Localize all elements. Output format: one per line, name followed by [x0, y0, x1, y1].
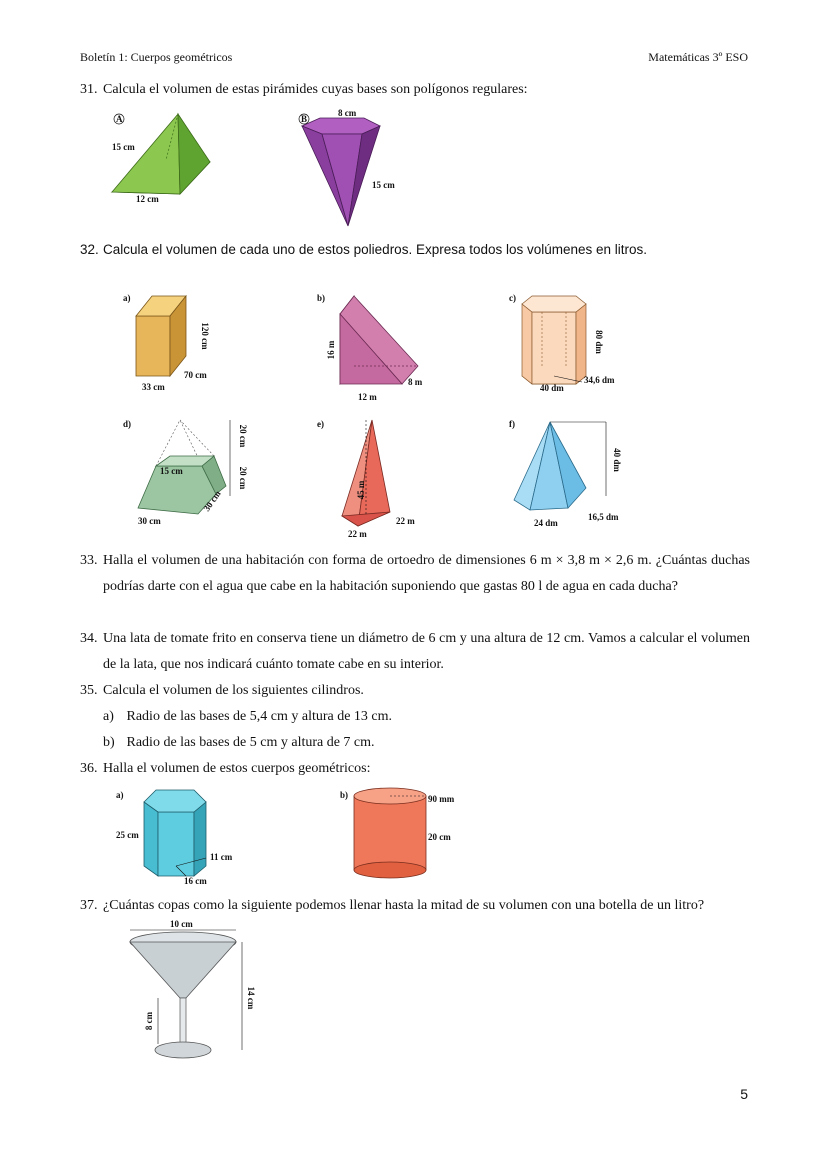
pyramid-b-edge: 15 cm — [372, 180, 395, 190]
fig-d-base: 30 cm — [138, 516, 161, 526]
glass-stem-height: 8 cm — [144, 1011, 154, 1031]
glass-top: 10 cm — [170, 919, 193, 929]
question-number: 35. — [80, 683, 98, 698]
fig-f-height: 40 dm — [612, 448, 622, 472]
item-text: Radio de las bases de 5 cm y altura de 7 cm. — [126, 735, 375, 750]
question-35 — [80, 678, 750, 704]
fig-b-width: 12 m — [358, 392, 377, 402]
fig-f-label: f) — [509, 419, 515, 429]
fig-e-label: e) — [317, 419, 324, 429]
question-text: Una lata de tomate frito en conserva tiene un diámetro de 6 cm y una altura de 12 cm. Vamos a calcular el volumen de la lata, que nos indicará cuánto tomate cabe en su interior. — [103, 631, 750, 672]
question-text: Calcula el volumen de los siguientes cilindros. — [103, 683, 364, 698]
fig-b-depth: 8 m — [408, 377, 423, 387]
question-number: 32. — [80, 242, 99, 257]
fig-36b-height: 20 cm — [428, 832, 451, 842]
item-letter: b) — [103, 735, 115, 750]
fig-a-width: 33 cm — [142, 382, 165, 392]
fig-c-height: 80 dm — [594, 330, 604, 354]
question-number: 37. — [80, 898, 98, 913]
question-35-item-a — [103, 704, 392, 730]
fig-36a-side: 11 cm — [210, 852, 233, 862]
fig-a-label: a) — [123, 293, 131, 303]
fig-36a-apothem: 16 cm — [184, 876, 207, 886]
question-text: Calcula el volumen de estas pirámides cuyas bases son polígonos regulares: — [103, 82, 528, 97]
question-text: Halla el volumen de una habitación con forma de ortoedro de dimensiones 6 m × 3,8 m × 2,6 m. ¿Cuántas duchas podrías darte con el agua que cabe en la habitación suponiendo que gastas 80 l de agua en cada ducha? — [103, 553, 750, 594]
question-number: 34. — [80, 631, 98, 646]
prism-36a-figure — [110, 784, 250, 888]
fig-d-side: 30 cm — [201, 488, 223, 514]
question-text: Calcula el volumen de cada uno de estos poliedros. Expresa todos los volúmenes en litros. — [103, 242, 648, 257]
fig-36b-radius: 90 mm — [428, 794, 455, 804]
fig-b-label: b) — [317, 293, 326, 303]
prism-b-figure — [314, 290, 434, 402]
fig-d-height-bottom: 20 cm — [238, 466, 248, 490]
fig-f-side: 24 dm — [534, 518, 558, 528]
pyramid-f-figure — [506, 416, 636, 532]
header-right: Matemáticas 3º ESO — [648, 50, 748, 64]
pyramid-a-figure — [100, 108, 230, 208]
fig-d-top: 15 cm — [160, 466, 183, 476]
fig-36a-label: a) — [116, 790, 124, 800]
frustum-d-figure — [118, 416, 258, 528]
question-text: Halla el volumen de estos cuerpos geométricos: — [103, 761, 371, 776]
question-number: 36. — [80, 761, 98, 776]
question-text: ¿Cuántas copas como la siguiente podemos llenar hasta la mitad de su volumen con una botella de un litro? — [103, 898, 705, 913]
fig-f-apothem: 16,5 dm — [588, 512, 619, 522]
fig-a-height: 120 cm — [200, 322, 210, 350]
pyramid-a-side: 15 cm — [112, 142, 135, 152]
item-text: Radio de las bases de 5,4 cm y altura de 13 cm. — [126, 709, 393, 724]
glass-total-height: 14 cm — [246, 986, 256, 1010]
fig-e-width: 22 m — [348, 529, 367, 539]
pyramid-b-label: B — [301, 114, 308, 124]
pyramid-b-figure — [290, 108, 420, 230]
prism-a-figure — [118, 290, 228, 396]
question-34 — [80, 626, 750, 678]
fig-c-apothem: 34,6 dm — [584, 375, 615, 385]
question-32 — [80, 237, 750, 263]
fig-a-depth: 70 cm — [184, 370, 207, 380]
fig-36a-height: 25 cm — [116, 830, 139, 840]
question-37 — [80, 893, 750, 919]
question-36 — [80, 756, 750, 782]
pyramid-a-base: 12 cm — [136, 194, 159, 204]
cylinder-36b-figure — [338, 784, 478, 886]
prism-c-figure — [506, 290, 636, 398]
fig-e-height: 45 m — [356, 480, 366, 500]
item-letter: a) — [103, 709, 114, 724]
header-left: Boletín 1: Cuerpos geométricos — [80, 50, 233, 64]
question-number: 31. — [80, 82, 98, 97]
fig-d-height-top: 20 cm — [238, 424, 248, 448]
pyramid-e-figure — [314, 416, 434, 540]
fig-b-height: 16 m — [326, 340, 336, 360]
pyramid-b-top: 8 cm — [338, 108, 357, 118]
fig-36b-label: b) — [340, 790, 349, 800]
pyramid-a-label: A — [116, 114, 123, 124]
question-35-item-b — [103, 730, 375, 756]
question-number: 33. — [80, 553, 98, 568]
question-33 — [80, 548, 750, 600]
fig-c-label: c) — [509, 293, 516, 303]
fig-d-label: d) — [123, 419, 132, 429]
question-31 — [80, 77, 750, 103]
page-number: 5 — [740, 1086, 748, 1102]
fig-c-side: 40 dm — [540, 383, 564, 393]
fig-e-depth: 22 m — [396, 516, 415, 526]
glass-figure — [124, 918, 264, 1066]
